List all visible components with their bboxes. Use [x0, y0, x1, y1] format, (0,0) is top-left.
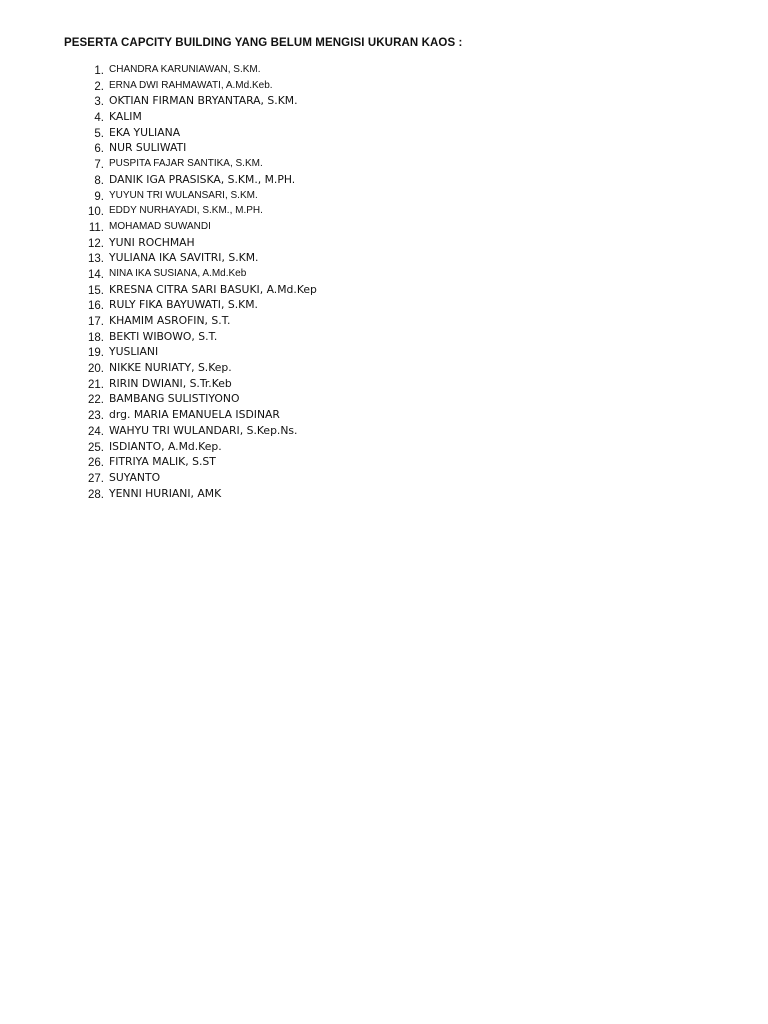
list-item — [80, 313, 231, 329]
list-item — [80, 219, 211, 235]
list-item — [80, 423, 298, 439]
list-item — [80, 140, 187, 156]
participant-list — [80, 62, 317, 501]
list-item-number: 24. — [88, 425, 104, 438]
list-item-number: 5. — [94, 127, 104, 140]
participant-name: OKTIAN FIRMAN BRYANTARA, S.KM. — [109, 94, 298, 108]
list-item — [80, 344, 159, 360]
participant-name: YENNI HURIANI, AMK — [109, 486, 222, 500]
participant-name: ISDIANTO, A.Md.Kep. — [109, 439, 222, 453]
list-item-number: 26. — [88, 457, 104, 470]
list-item-number: 20. — [88, 363, 104, 376]
list-item — [80, 329, 218, 345]
participant-name: RIRIN DWIANI, S.Tr.Keb — [109, 376, 232, 390]
list-item-number: 1. — [94, 65, 104, 77]
list-item — [80, 470, 161, 486]
participant-name: BEKTI WIBOWO, S.T. — [109, 329, 218, 343]
list-item — [80, 109, 142, 125]
participant-name: KALIM — [109, 110, 142, 124]
list-item-number: 6. — [94, 143, 104, 156]
document-title: PESERTA CAPCITY BUILDING YANG BELUM MENGISI UKURAN KAOS : — [64, 37, 463, 49]
participant-name: NUR SULIWATI — [109, 141, 187, 155]
list-item-number: 15. — [88, 284, 104, 297]
list-item-number: 7. — [94, 159, 104, 172]
list-item — [80, 407, 280, 423]
list-item-number: 19. — [88, 347, 104, 360]
list-item — [80, 297, 258, 313]
participant-name: YUNI ROCHMAH — [109, 235, 195, 249]
participant-name: ERNA DWI RAHMAWATI, A.Md.Keb. — [109, 79, 273, 91]
list-item-number: 9. — [94, 190, 104, 203]
list-item — [80, 360, 232, 376]
list-item — [80, 93, 298, 109]
participant-name: SUYANTO — [109, 470, 161, 484]
participant-name: EKA YULIANA — [109, 125, 181, 139]
list-item-number: 25. — [88, 441, 104, 454]
list-item-number: 16. — [88, 300, 104, 313]
list-item — [80, 391, 240, 407]
participant-name: drg. MARIA EMANUELA ISDINAR — [109, 408, 280, 422]
list-item — [80, 156, 263, 172]
participant-name: YUSLIANI — [109, 345, 159, 359]
list-item-number: 27. — [88, 472, 104, 485]
list-item — [80, 454, 216, 470]
participant-name: KRESNA CITRA SARI BASUKI, A.Md.Kep — [109, 282, 317, 296]
list-item-number: 28. — [88, 488, 104, 501]
list-item-number: 2. — [94, 80, 104, 93]
list-item-number: 13. — [88, 253, 104, 266]
participant-name: MOHAMAD SUWANDI — [109, 220, 211, 232]
list-item — [80, 439, 222, 455]
list-item-number: 12. — [88, 237, 104, 250]
list-item — [80, 486, 222, 502]
participant-name: EDDY NURHAYADI, S.KM., M.PH. — [109, 205, 263, 217]
list-item — [80, 376, 232, 392]
list-item-number: 11. — [88, 221, 104, 234]
participant-name: BAMBANG SULISTIYONO — [109, 392, 240, 406]
list-item — [80, 266, 247, 282]
list-item — [80, 250, 259, 266]
list-item-number: 10. — [88, 206, 104, 219]
participant-name: NINA IKA SUSIANA, A.Md.Keb — [109, 267, 247, 279]
list-item-number: 22. — [88, 394, 104, 407]
list-item-number: 23. — [88, 410, 104, 423]
participant-name: FITRIYA MALIK, S.ST — [109, 455, 216, 469]
list-item-number: 8. — [94, 174, 104, 187]
list-item-number: 3. — [94, 96, 104, 109]
participant-name: KHAMIM ASROFIN, S.T. — [109, 314, 231, 327]
participant-name: DANIK IGA PRASISKA, S.KM., M.PH. — [109, 172, 296, 186]
list-item-number: 21. — [88, 378, 104, 391]
participant-name: PUSPITA FAJAR SANTIKA, S.KM. — [109, 158, 263, 170]
participant-name: CHANDRA KARUNIAWAN, S.KM. — [109, 64, 261, 75]
participant-name: RULY FIKA BAYUWATI, S.KM. — [109, 298, 258, 312]
participant-name: NIKKE NURIATY, S.Kep. — [109, 361, 232, 375]
participant-name: YUYUN TRI WULANSARI, S.KM. — [109, 189, 258, 201]
list-item — [80, 282, 317, 298]
list-item-number: 18. — [88, 331, 104, 344]
list-item — [80, 172, 296, 188]
list-item-number: 4. — [94, 112, 104, 125]
participant-name: YULIANA IKA SAVITRI, S.KM. — [109, 251, 259, 265]
list-item-number: 14. — [88, 268, 104, 281]
list-item — [80, 188, 258, 204]
list-item — [80, 78, 273, 94]
list-item — [80, 62, 261, 78]
list-item-number: 17. — [88, 316, 104, 328]
participant-name: WAHYU TRI WULANDARI, S.Kep.Ns. — [109, 423, 298, 437]
list-item — [80, 235, 195, 251]
list-item — [80, 203, 263, 219]
list-item — [80, 125, 181, 141]
